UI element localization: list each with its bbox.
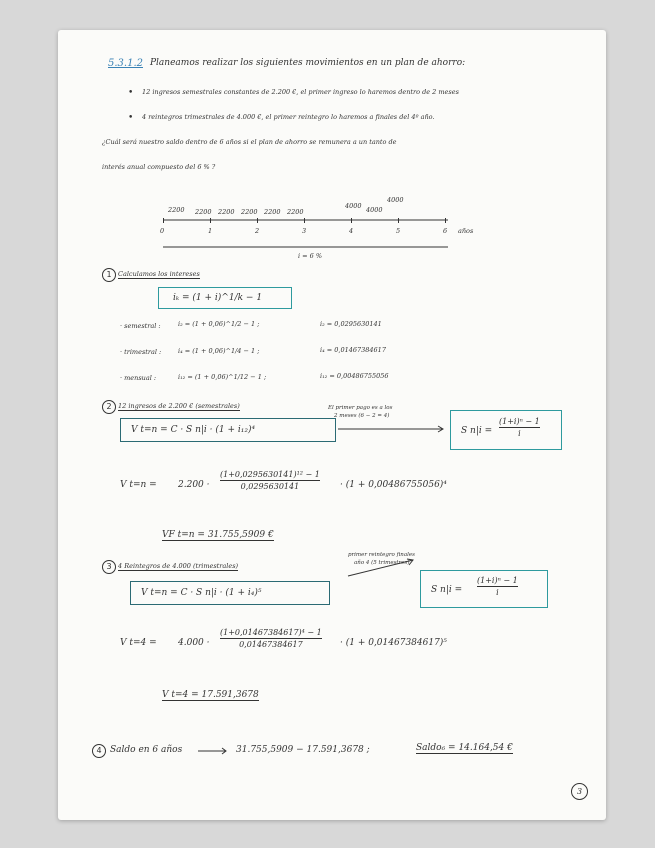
tick-label: 0	[160, 227, 165, 235]
exercise-intro: Planeamos realizar los siguientes movimientos en un plan de ahorro:	[150, 58, 466, 68]
calc-compound: · (1 + 0,01467384617)⁵	[340, 638, 447, 648]
tick-label: 6	[443, 227, 448, 235]
step3-note: año 4 (5 trimestres)	[354, 560, 410, 566]
step4-expression: 31.755,5909 − 17.591,3678 ;	[236, 745, 370, 755]
step2-note: El primer pago es a los	[328, 405, 393, 411]
timeline-label-ingreso: 2200	[168, 206, 185, 214]
calc-capital: 2.200 ·	[178, 480, 210, 490]
calc-compound: · (1 + 0,00486755056)⁴	[340, 480, 447, 490]
trimestral-expr: i₄ = (1 + 0,06)^1/4 − 1 ;	[178, 347, 260, 355]
trimestral-result: i₄ = 0,01467384617	[320, 346, 386, 354]
step-number: 3	[102, 560, 116, 574]
calc-capital: 4.000 ·	[178, 638, 210, 648]
semestral-label: · semestral :	[120, 322, 161, 330]
mensual-expr: i₁₂ = (1 + 0,06)^1/12 − 1 ;	[178, 373, 267, 381]
exercise-number: 5.3.1.2	[108, 58, 143, 69]
bullet-dot: •	[128, 88, 134, 98]
question-line-2: interés anual compuesto del 6 % ?	[102, 163, 216, 171]
step2-result: VF t=n = 31.755,5909 €	[162, 530, 274, 540]
fraction-denominator: i	[496, 588, 499, 597]
step3-note: primer reintegro finales	[348, 552, 415, 558]
trimestral-label: · trimestral :	[120, 348, 162, 356]
step4-label: Saldo en 6 años	[110, 745, 183, 755]
semestral-result: i₂ = 0,0295630141	[320, 320, 382, 328]
tick-label: 3	[302, 227, 307, 235]
bullet-dot: •	[128, 113, 134, 123]
step3-title: 4 Reintegros de 4.000 (trimestrales)	[118, 562, 239, 570]
future-value-formula: V t=n = C · S n|i · (1 + i₁₂)⁴	[131, 425, 256, 435]
timeline-label-ingreso: 2200	[241, 208, 258, 216]
timeline-label-reintegro: 4000	[366, 206, 383, 214]
tick-label: 4	[349, 227, 354, 235]
question-line-1: ¿Cuál será nuestro saldo dentro de 6 años si el plan de ahorro se remunera a un tanto de	[102, 138, 397, 146]
annuity-factor-lhs: S n|i =	[431, 585, 463, 595]
future-value-formula: V t=n = C · S n|i · (1 + i₄)⁵	[141, 588, 262, 598]
annuity-factor-lhs: S n|i =	[461, 426, 493, 436]
step-number: 2	[102, 400, 116, 414]
timeline-label-ingreso: 2200	[264, 208, 281, 216]
calc-lhs: V t=4 =	[120, 638, 157, 648]
tick-label: 5	[396, 227, 401, 235]
timeline-label-ingreso: 2200	[287, 208, 304, 216]
tick-label: 2	[255, 227, 260, 235]
fraction-numerator: (1+0,0295630141)¹² − 1	[220, 470, 320, 479]
fraction-denominator: 0,0295630141	[240, 482, 300, 491]
fraction-numerator: (1+i)ⁿ − 1	[477, 576, 518, 585]
page-number: 3	[571, 783, 588, 800]
timeline-label-ingreso: 2200	[195, 208, 212, 216]
final-balance: Saldo₆ = 14.164,54 €	[416, 743, 513, 753]
calc-lhs: V t=n =	[120, 480, 157, 490]
step2-title: 12 ingresos de 2.200 € (semestrales)	[118, 402, 240, 410]
mensual-label: · mensual :	[120, 374, 157, 382]
step-number: 4	[92, 744, 106, 758]
timeline-label-reintegro: 4000	[345, 202, 362, 210]
bullet-ingresos: 12 ingresos semestrales constantes de 2.200 €, el primer ingreso lo haremos dentro de 2 meses	[142, 88, 459, 96]
fraction-numerator: (1+i)ⁿ − 1	[499, 417, 540, 426]
bullet-reintegros: 4 reintegros trimestrales de 4.000 €, el primer reintegro lo haremos a finales del 4º año.	[142, 113, 435, 121]
arrow-right-icon	[58, 30, 606, 820]
step2-note: 2 meses (6 − 2 = 4)	[334, 413, 390, 419]
step1-title: Calculamos los intereses	[118, 270, 200, 278]
step3-result: V t=4 = 17.591,3678	[162, 690, 259, 700]
notebook-page	[58, 30, 606, 820]
fraction-numerator: (1+0,01467384617)⁴ − 1	[220, 628, 322, 637]
timeline-unit: años	[458, 227, 474, 235]
tick-label: 1	[208, 227, 213, 235]
mensual-result: i₁₂ = 0,00486755056	[320, 372, 389, 380]
fraction-denominator: i	[518, 429, 521, 438]
semestral-expr: i₂ = (1 + 0,06)^1/2 − 1 ;	[178, 320, 260, 328]
timeline-label-ingreso: 2200	[218, 208, 235, 216]
step-number: 1	[102, 268, 116, 282]
rate-formula: iₖ = (1 + i)^1/k − 1	[173, 293, 263, 303]
timeline-rate: i = 6 %	[298, 252, 323, 260]
timeline-label-reintegro: 4000	[387, 196, 404, 204]
fraction-denominator: 0,01467384617	[239, 640, 303, 649]
